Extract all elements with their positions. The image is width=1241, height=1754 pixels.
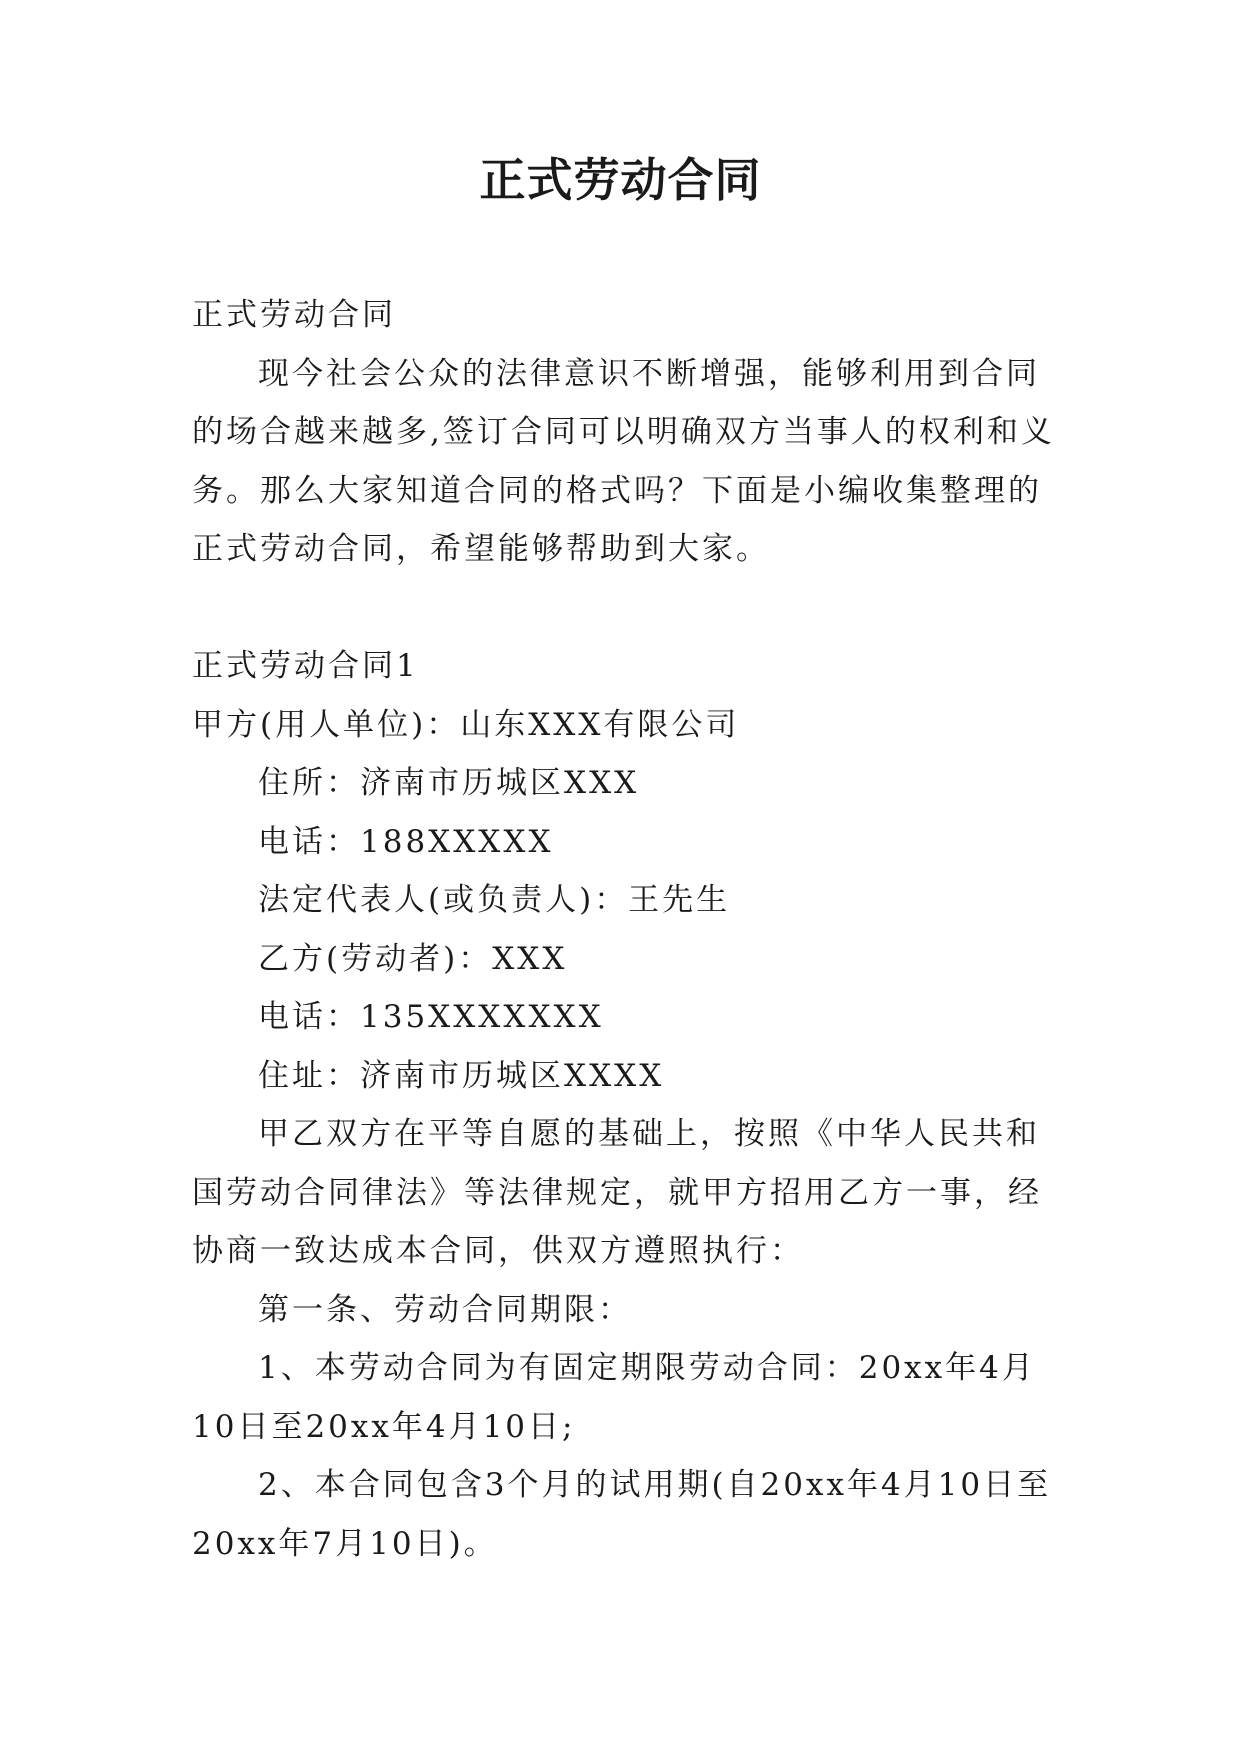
paragraph-gap (192, 579, 1058, 638)
section-title: 正式劳动合同1 (192, 648, 419, 684)
agreement-paragraph: 甲乙双方在平等自愿的基础上，按照《中华人民共和国劳动合同律法》等法律规定，就甲方招用乙方一事，经协商一致达成本合同，供双方遵照执行： (192, 1116, 1042, 1269)
document-body (192, 286, 1058, 1573)
article-1-item-1: 1、本劳动合同为有固定期限劳动合同：20xx年4月10日至20xx年4月10日; (192, 1350, 1036, 1445)
party-a-address: 住所：济南市历城区XXX (258, 765, 640, 801)
article-1-title: 第一条、劳动合同期限： (258, 1291, 632, 1328)
party-a-representative: 法定代表人(或负责人)：王先生 (258, 882, 731, 918)
party-b-address: 住址：济南市历城区XXXX (258, 1057, 665, 1094)
party-a-line: 甲方(用人单位)：山东XXX有限公司 (192, 706, 740, 743)
intro-paragraph: 现今社会公众的法律意识不断增强，能够利用到合同的场合越来越多,签订合同可以明确双方当事人的权利和义务。那么大家知道合同的格式吗？下面是小编收集整理的正式劳动合同，希望能够帮助到大家。 (192, 355, 1055, 567)
article-1-item-2: 2、本合同包含3个月的试用期(自20xx年4月10日至20xx年7月10日)。 (192, 1467, 1052, 1562)
document-heading: 正式劳动合同 (192, 297, 396, 333)
document-title: 正式劳动合同 (479, 153, 762, 207)
party-b-line: 乙方(劳动者)：XXX (258, 940, 568, 977)
party-a-phone: 电话：188XXXXX (258, 823, 554, 860)
party-b-phone: 电话：135XXXXXXX (258, 999, 604, 1035)
